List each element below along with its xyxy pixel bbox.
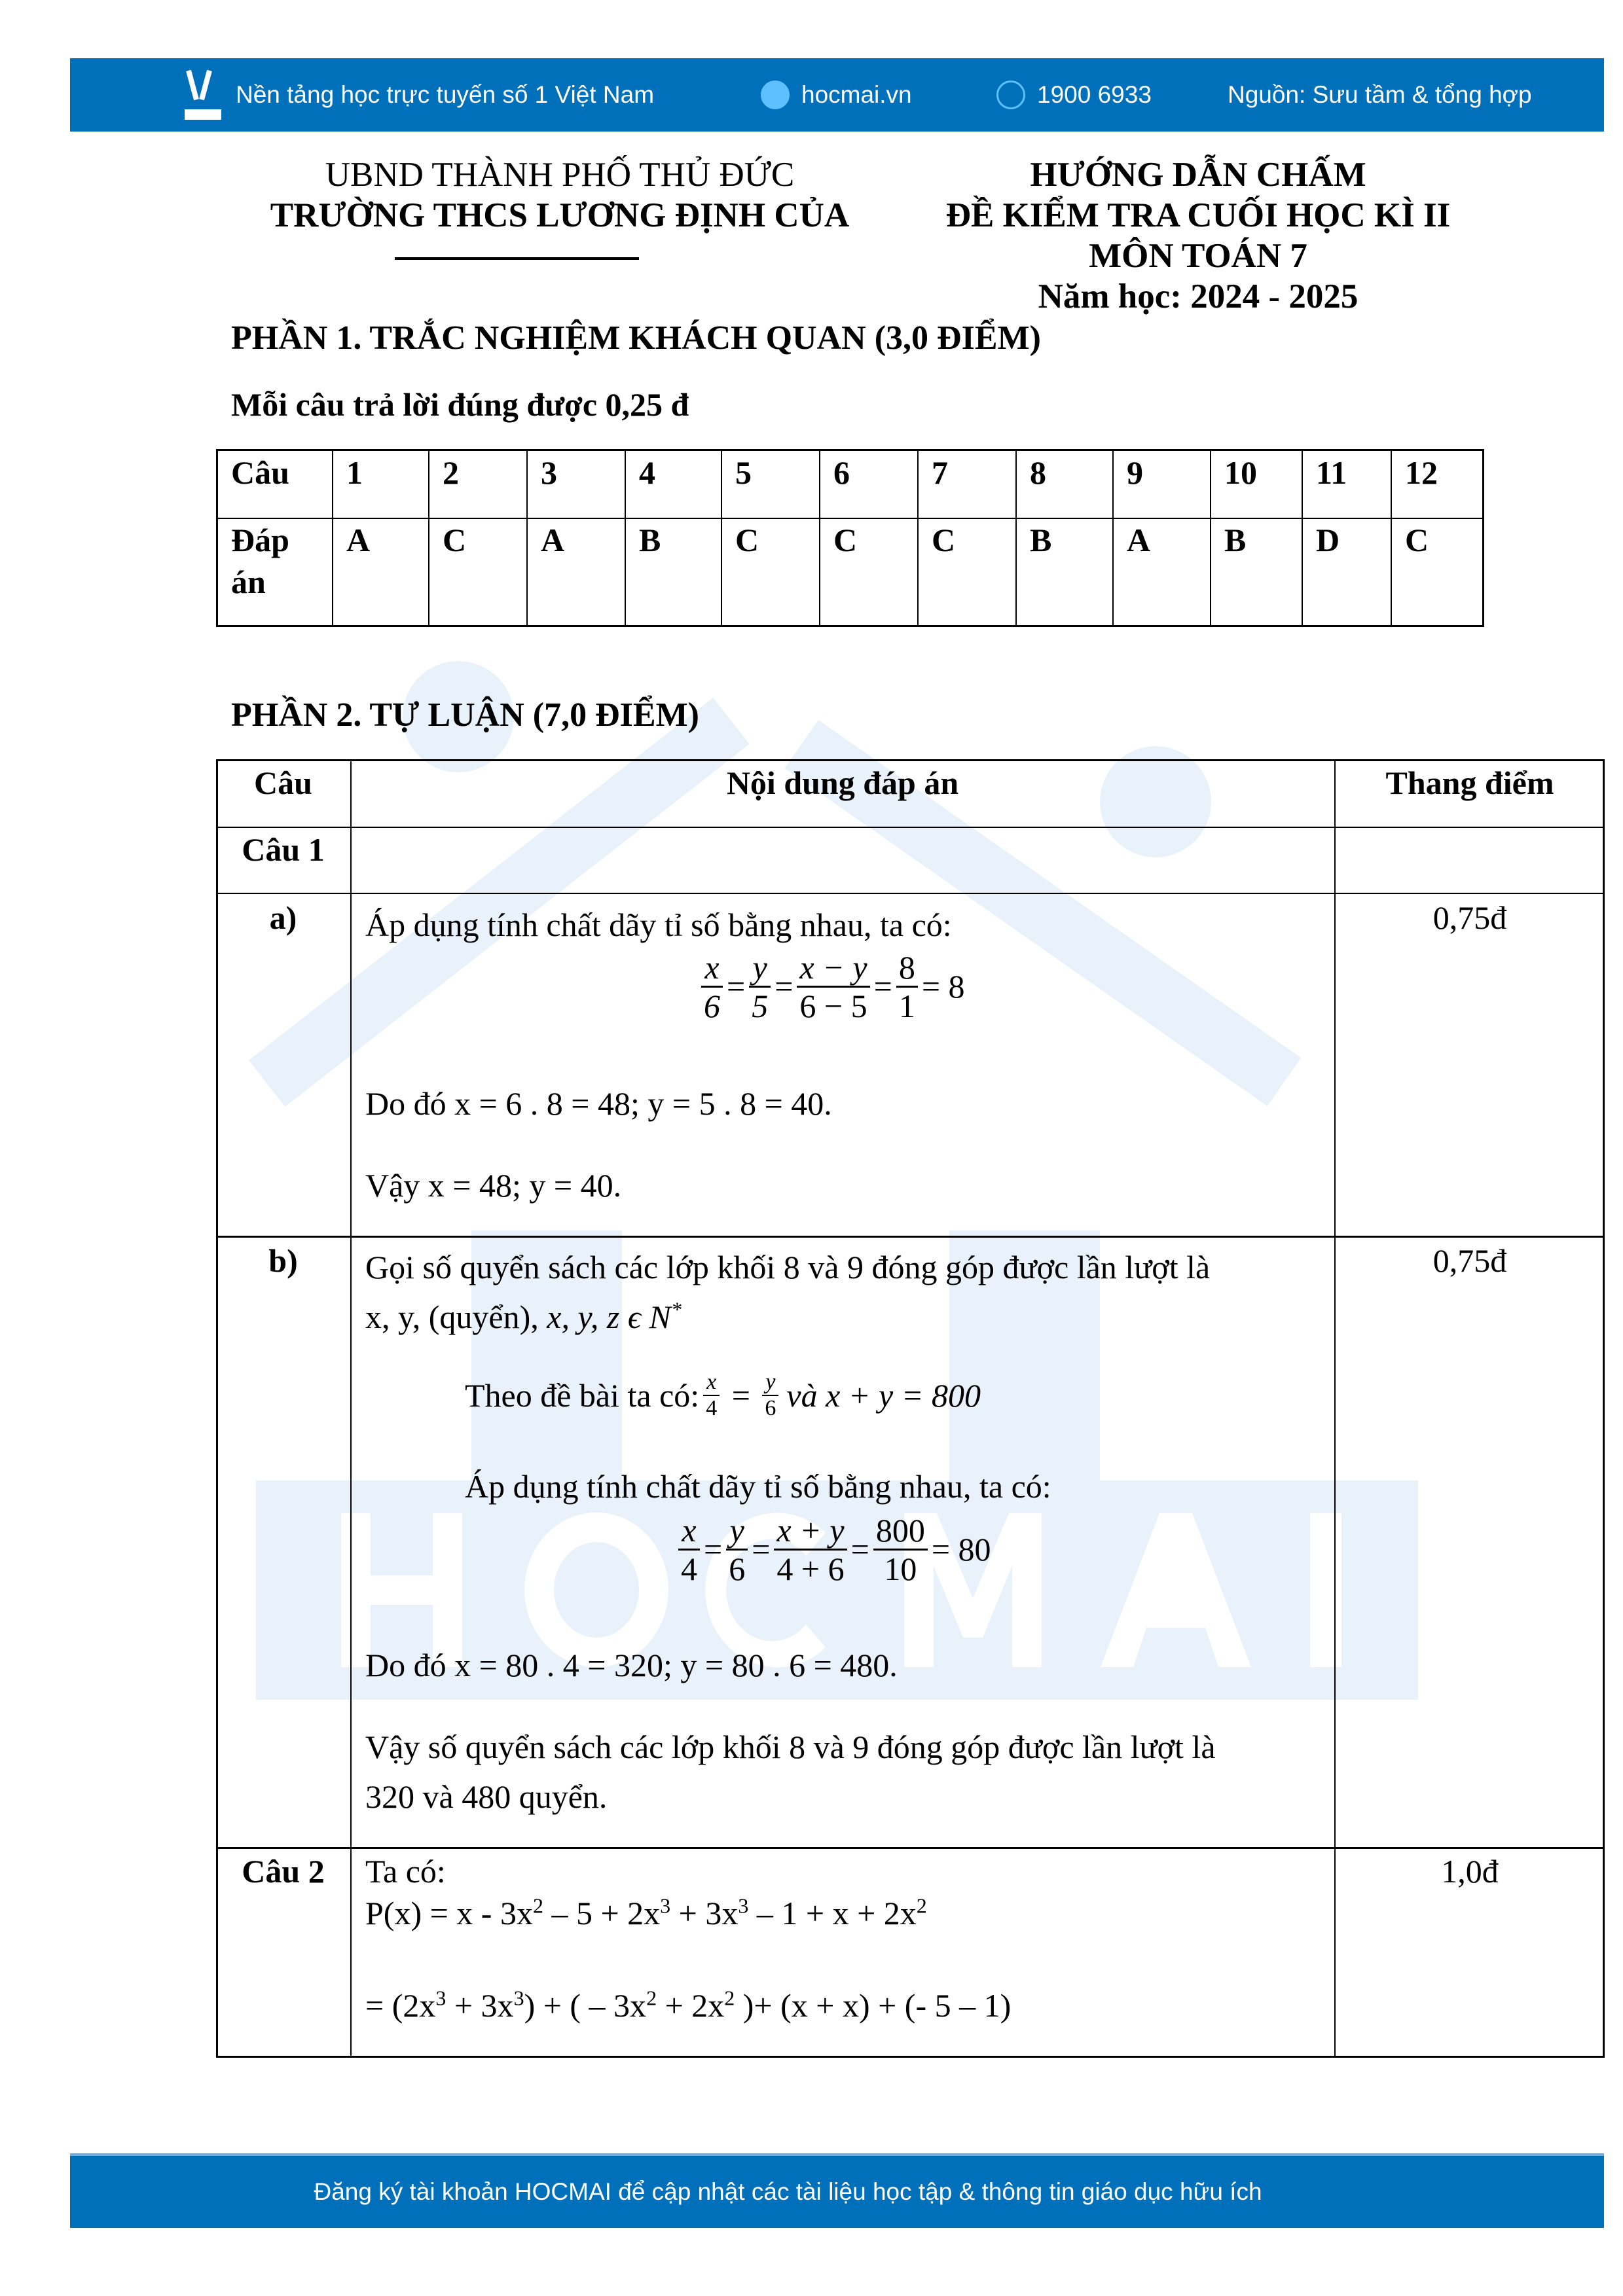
top-banner: [70, 58, 1604, 132]
answer-cell: C: [443, 522, 467, 558]
doc-title: HƯỚNG DẪN CHẤM: [1030, 156, 1366, 194]
table-divider: [428, 451, 429, 625]
part1-title: PHẦN 1. TRẮC NGHIỆM KHÁCH QUAN (3,0 ĐIỂM): [231, 319, 1041, 357]
part-b-given: Theo đề bài ta có: $\frac{x}{4}$ = $\frac{y}{6}$ và x + y = 800: [465, 1370, 981, 1420]
table-divider: [1302, 451, 1303, 625]
hocmai-logo-icon: [185, 70, 221, 120]
part-b-line6: 320 và 480 quyển.: [365, 1778, 608, 1815]
part-b-line3: Áp dụng tính chất dãy tỉ số bằng nhau, ta có:: [465, 1468, 1051, 1505]
answer-cell: B: [1030, 522, 1052, 558]
website-link[interactable]: hocmai.vn: [761, 58, 912, 132]
question-number: 8: [1030, 454, 1046, 491]
part1-note: Mỗi câu trả lời đúng được 0,25 đ: [231, 386, 689, 423]
question-2-line1: Ta có:: [365, 1853, 446, 1890]
question-number: 11: [1316, 454, 1347, 491]
part-a-label: a): [269, 899, 297, 936]
part-a-line3: Vậy x = 48; y = 40.: [365, 1167, 622, 1204]
row-label-answer-2: án: [231, 564, 266, 600]
question-1-label: Câu 1: [242, 831, 325, 868]
question-number: 7: [932, 454, 948, 491]
answer-cell: A: [541, 522, 565, 558]
part-a-equation: $\frac{x}{6}$ = $\frac{y}{5}$ = $\frac{x - y}{6 - 5}$ = $\frac{8}{1}$ = 8: [697, 946, 965, 1027]
part-b-line2: x, y, (quyển), x, y, z ϵ N*: [365, 1297, 682, 1335]
part-b-line5: Vậy số quyển sách các lớp khối 8 và 9 đóng góp được lần lượt là: [365, 1729, 1216, 1765]
exam-name: ĐỀ KIỂM TRA CUỐI HỌC KÌ II: [945, 196, 1451, 234]
col-header-question: Câu: [254, 764, 312, 801]
table-divider: [625, 451, 626, 625]
answer-key-table: [216, 449, 1484, 627]
question-number: 1: [346, 454, 363, 491]
part-b-label: b): [268, 1242, 298, 1279]
row-label-answer: Đáp: [231, 522, 289, 558]
answer-cell: A: [1127, 522, 1151, 558]
bottom-banner: [70, 2153, 1604, 2228]
polynomial-expression: $P(x) = x - 3x^2 - 5 + 2x^3 + 3x^3 - 1 + x + 2x^2$: [365, 1893, 927, 1931]
question-number: 9: [1127, 454, 1143, 491]
table-divider: [218, 518, 1482, 519]
answer-cell: C: [1405, 522, 1429, 558]
slogan: Nền tảng học trực tuyến số 1 Việt Nam: [185, 58, 654, 132]
globe-icon: [761, 81, 790, 109]
table-divider: [819, 451, 820, 625]
phone-icon: [996, 81, 1025, 109]
answer-cell: B: [1224, 522, 1247, 558]
question-number: 12: [1405, 454, 1438, 491]
answer-cell: D: [1316, 522, 1340, 558]
answer-cell: C: [932, 522, 956, 558]
question-number: 3: [541, 454, 557, 491]
question-2-score: 1,0đ: [1441, 1853, 1499, 1890]
question-number: 5: [735, 454, 752, 491]
part-b-score: 0,75đ: [1432, 1242, 1507, 1279]
table-divider: [721, 451, 722, 625]
footer-signup-link[interactable]: Đăng ký tài khoản HOCMAI để cập nhật các tài liệu học tập & thông tin giáo dục hữu ích: [314, 2178, 1262, 2205]
subject: MÔN TOÁN 7: [1089, 237, 1307, 275]
question-number: 6: [833, 454, 850, 491]
authority-name: UBND THÀNH PHỐ THỦ ĐỨC: [325, 156, 795, 194]
answer-cell: A: [346, 522, 371, 558]
school-name: TRƯỜNG THCS LƯƠNG ĐỊNH CỦA: [270, 196, 850, 234]
answer-cell: B: [639, 522, 661, 558]
table-divider: [526, 451, 528, 625]
table-divider: [917, 451, 919, 625]
table-divider: [1112, 451, 1114, 625]
row-label-question: Câu: [231, 454, 289, 491]
question-number: 2: [443, 454, 459, 491]
part2-title: PHẦN 2. TỰ LUẬN (7,0 ĐIỂM): [231, 696, 699, 734]
table-divider: [1391, 451, 1392, 625]
source-note: Nguồn: Sưu tầm & tổng hợp: [1228, 81, 1532, 108]
part-b-equation: $\frac{x}{4}$ = $\frac{y}{6}$ = $\frac{x + y}{4 + 6}$ = $\frac{800}{10}$ = 80: [674, 1509, 991, 1590]
col-header-score: Thang điểm: [1385, 764, 1554, 801]
header-underline: [395, 257, 639, 260]
polynomial-grouping: = $(2x^3 + 3x^3)$ + ( – $3x^2 + 2x^2$ )+ (x + x) + (- 5 – 1): [365, 1986, 1012, 2024]
school-year: Năm học: 2024 - 2025: [1038, 278, 1359, 315]
col-header-content: Nội dung đáp án: [726, 764, 959, 801]
part-a-line2: Do đó x = 6 . 8 = 48; y = 5 . 8 = 40.: [365, 1085, 832, 1122]
part-b-line1: Gọi số quyển sách các lớp khối 8 và 9 đóng góp được lần lượt là: [365, 1249, 1211, 1285]
part-a-score: 0,75đ: [1432, 899, 1507, 936]
question-number: 10: [1224, 454, 1257, 491]
table-divider: [1210, 451, 1211, 625]
question-2-label: Câu 2: [242, 1853, 325, 1890]
table-divider: [1015, 451, 1017, 625]
part-b-line4: Do đó x = 80 . 4 = 320; y = 80 . 6 = 480.: [365, 1647, 898, 1683]
question-number: 4: [639, 454, 655, 491]
answer-cell: C: [833, 522, 858, 558]
phone-number[interactable]: 1900 6933: [996, 58, 1152, 132]
answer-cell: C: [735, 522, 759, 558]
part-a-line1: Áp dụng tính chất dãy tỉ số bằng nhau, ta có:: [365, 906, 952, 943]
table-divider: [332, 451, 333, 625]
